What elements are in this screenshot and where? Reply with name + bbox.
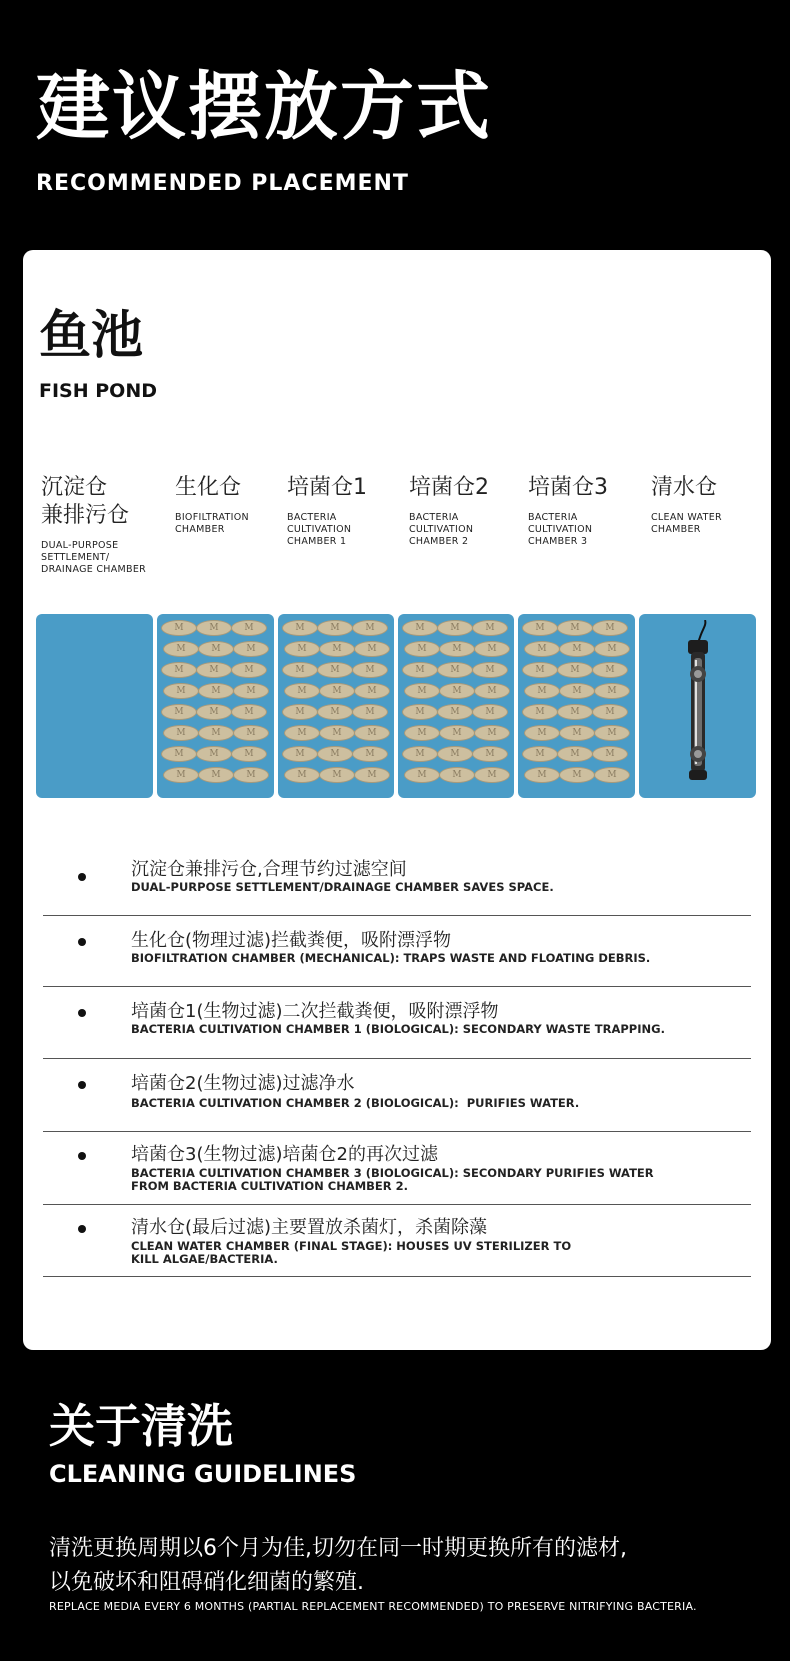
chamber-name-zh: 清水仓 <box>651 475 718 500</box>
media-stone-icon: M <box>354 683 390 699</box>
feature-zh: 培菌仓2(生物过滤)过滤净水 <box>131 1073 355 1094</box>
media-stone-icon: M <box>474 767 510 783</box>
media-stone-icon: M <box>439 683 475 699</box>
feature-zh: 清水仓(最后过滤)主要置放杀菌灯，杀菌除藻 <box>131 1217 488 1238</box>
media-stone-icon: M <box>524 641 560 657</box>
bullet-icon <box>78 1152 86 1160</box>
media-stone-icon: M <box>472 746 508 762</box>
media-stone-icon: M <box>474 683 510 699</box>
chamber-name-en: BACTERIA CULTIVATION CHAMBER 1 <box>287 512 352 547</box>
feature-en: BIOFILTRATION CHAMBER (MECHANICAL): TRAPS WASTE AND FLOATING DEBRIS. <box>131 951 651 965</box>
bullet-icon <box>78 1009 86 1017</box>
media-stone-icon: M <box>282 620 318 636</box>
feature-zh: 生化仓(物理过滤)拦截粪便，吸附漂浮物 <box>131 930 452 951</box>
media-stone-icon: M <box>233 641 269 657</box>
media-stone-icon: M <box>354 725 390 741</box>
cleaning-body: 清洗更换周期以6个月为佳,切勿在同一时期更换所有的滤材, 以免破坏和阻碍硝化细菌的繁殖. <box>49 1536 627 1595</box>
list-item <box>43 1059 751 1132</box>
feature-zh: 培菌仓1(生物过滤)二次拦截粪便，吸附漂浮物 <box>131 1001 499 1022</box>
cleaning-subtitle: CLEANING GUIDELINES <box>49 1460 357 1488</box>
filter-media <box>282 620 390 792</box>
media-stone-icon: M <box>196 704 232 720</box>
media-stone-icon: M <box>282 662 318 678</box>
media-stone-icon: M <box>474 641 510 657</box>
media-stone-icon: M <box>437 620 473 636</box>
page-subtitle: RECOMMENDED PLACEMENT <box>36 171 409 196</box>
media-stone-icon: M <box>404 641 440 657</box>
media-stone-icon: M <box>352 746 388 762</box>
media-stone-icon: M <box>231 662 267 678</box>
media-stone-icon: M <box>161 704 197 720</box>
list-item <box>43 987 751 1059</box>
feature-list <box>43 845 751 1277</box>
chamber-name-en: DUAL-PURPOSE SETTLEMENT/ DRAINAGE CHAMBER <box>41 540 147 575</box>
media-stone-icon: M <box>198 767 234 783</box>
media-stone-icon: M <box>592 704 628 720</box>
chamber-name-en: BACTERIA CULTIVATION CHAMBER 2 <box>409 512 474 547</box>
list-item <box>43 1132 751 1205</box>
media-stone-icon: M <box>524 767 560 783</box>
media-stone-icon: M <box>233 767 269 783</box>
chamber-name-en: BACTERIA CULTIVATION CHAMBER 3 <box>528 512 593 547</box>
media-stone-icon: M <box>522 662 558 678</box>
media-stone-icon: M <box>592 662 628 678</box>
media-stone-icon: M <box>472 662 508 678</box>
media-stone-icon: M <box>233 725 269 741</box>
media-stone-icon: M <box>557 620 593 636</box>
media-stone-icon: M <box>284 641 320 657</box>
media-stone-icon: M <box>557 746 593 762</box>
chamber-label-settlement <box>41 474 146 576</box>
cleaning-title: 关于清洗 <box>49 1399 233 1453</box>
media-stone-icon: M <box>594 725 630 741</box>
chamber-label-clean-water <box>651 474 722 536</box>
media-stone-icon: M <box>317 704 353 720</box>
media-stone-icon: M <box>439 767 475 783</box>
media-stone-icon: M <box>198 641 234 657</box>
media-stone-icon: M <box>284 683 320 699</box>
media-stone-icon: M <box>594 683 630 699</box>
chamber-name-en: BIOFILTRATION CHAMBER <box>175 512 249 535</box>
feature-en: DUAL-PURPOSE SETTLEMENT/DRAINAGE CHAMBER SAVES SPACE. <box>131 880 554 894</box>
media-stone-icon: M <box>404 767 440 783</box>
bullet-icon <box>78 1081 86 1089</box>
media-stone-icon: M <box>354 641 390 657</box>
media-stone-icon: M <box>319 641 355 657</box>
chamber-bacteria-1 <box>278 614 394 798</box>
media-stone-icon: M <box>231 704 267 720</box>
media-stone-icon: M <box>524 683 560 699</box>
media-stone-icon: M <box>198 683 234 699</box>
media-stone-icon: M <box>439 725 475 741</box>
feature-zh: 培菌仓3(生物过滤)培菌仓2的再次过滤 <box>131 1144 438 1165</box>
media-stone-icon: M <box>284 725 320 741</box>
media-stone-icon: M <box>402 746 438 762</box>
media-stone-icon: M <box>161 620 197 636</box>
media-stone-icon: M <box>352 620 388 636</box>
media-stone-icon: M <box>352 662 388 678</box>
uv-lamp-icon <box>679 620 717 792</box>
media-stone-icon: M <box>404 725 440 741</box>
feature-en: CLEAN WATER CHAMBER (FINAL STAGE): HOUSES UV STERILIZER TO KILL ALGAE/BACTERIA. <box>131 1239 572 1266</box>
media-stone-icon: M <box>317 620 353 636</box>
chamber-bacteria-3 <box>518 614 635 798</box>
media-stone-icon: M <box>592 620 628 636</box>
media-stone-icon: M <box>284 767 320 783</box>
media-stone-icon: M <box>231 620 267 636</box>
media-stone-icon: M <box>231 746 267 762</box>
media-stone-icon: M <box>474 725 510 741</box>
media-stone-icon: M <box>317 662 353 678</box>
media-stone-icon: M <box>163 725 199 741</box>
bullet-icon <box>78 1225 86 1233</box>
chamber-name-zh: 沉淀仓 兼排污仓 <box>41 475 130 528</box>
media-stone-icon: M <box>559 641 595 657</box>
media-stone-icon: M <box>594 641 630 657</box>
media-stone-icon: M <box>557 704 593 720</box>
media-stone-icon: M <box>559 767 595 783</box>
list-item <box>43 916 751 987</box>
media-stone-icon: M <box>319 725 355 741</box>
media-stone-icon: M <box>317 746 353 762</box>
feature-zh: 沉淀仓兼排污仓,合理节约过滤空间 <box>131 859 407 880</box>
pond-subtitle: FISH POND <box>39 380 157 402</box>
chamber-label-bacteria-3 <box>528 474 608 548</box>
media-stone-icon: M <box>524 725 560 741</box>
chamber-bacteria-2 <box>398 614 514 798</box>
media-stone-icon: M <box>522 704 558 720</box>
media-stone-icon: M <box>282 704 318 720</box>
media-stone-icon: M <box>198 725 234 741</box>
media-stone-icon: M <box>163 683 199 699</box>
media-stone-icon: M <box>319 767 355 783</box>
media-stone-icon: M <box>354 767 390 783</box>
media-stone-icon: M <box>402 620 438 636</box>
media-stone-icon: M <box>559 683 595 699</box>
media-stone-icon: M <box>352 704 388 720</box>
media-stone-icon: M <box>402 704 438 720</box>
chamber-label-bacteria-1 <box>287 474 367 548</box>
chamber-name-zh: 培菌仓3 <box>528 475 608 500</box>
media-stone-icon: M <box>437 704 473 720</box>
media-stone-icon: M <box>161 662 197 678</box>
media-stone-icon: M <box>196 746 232 762</box>
media-stone-icon: M <box>594 767 630 783</box>
feature-en: BACTERIA CULTIVATION CHAMBER 3 (BIOLOGICAL): SECONDARY PURIFIES WATER FROM BACTERIA CULTIVATION CHAMBER 2. <box>131 1166 654 1193</box>
media-stone-icon: M <box>437 746 473 762</box>
feature-en: BACTERIA CULTIVATION CHAMBER 1 (BIOLOGICAL): SECONDARY WASTE TRAPPING. <box>131 1022 665 1036</box>
filter-media <box>522 620 631 792</box>
bullet-icon <box>78 873 86 881</box>
placement-card <box>23 250 771 1350</box>
media-stone-icon: M <box>522 620 558 636</box>
page-title: 建议摆放方式 <box>36 64 492 150</box>
media-stone-icon: M <box>402 662 438 678</box>
media-stone-icon: M <box>233 683 269 699</box>
chamber-label-biofiltration <box>175 474 249 536</box>
chamber-name-zh: 培菌仓1 <box>287 475 367 500</box>
media-stone-icon: M <box>559 725 595 741</box>
media-stone-icon: M <box>472 620 508 636</box>
chamber-settlement <box>36 614 153 798</box>
filter-media <box>161 620 270 792</box>
list-item <box>43 1205 751 1277</box>
media-stone-icon: M <box>163 767 199 783</box>
chamber-name-zh: 培菌仓2 <box>409 475 489 500</box>
cleaning-note: REPLACE MEDIA EVERY 6 MONTHS (PARTIAL REPLACEMENT RECOMMENDED) TO PRESERVE NITRIFYING BACTERIA. <box>49 1600 697 1613</box>
pond-title: 鱼池 <box>39 306 144 366</box>
bullet-icon <box>78 938 86 946</box>
media-stone-icon: M <box>522 746 558 762</box>
chamber-labels <box>23 474 771 574</box>
media-stone-icon: M <box>404 683 440 699</box>
chamber-label-bacteria-2 <box>409 474 489 548</box>
feature-en: BACTERIA CULTIVATION CHAMBER 2 (BIOLOGICAL): PURIFIES WATER. <box>131 1096 580 1110</box>
media-stone-icon: M <box>282 746 318 762</box>
media-stone-icon: M <box>319 683 355 699</box>
chamber-clean-water <box>639 614 756 798</box>
media-stone-icon: M <box>196 620 232 636</box>
media-stone-icon: M <box>161 746 197 762</box>
media-stone-icon: M <box>163 641 199 657</box>
media-stone-icon: M <box>437 662 473 678</box>
chamber-name-en: CLEAN WATER CHAMBER <box>651 512 722 535</box>
media-stone-icon: M <box>196 662 232 678</box>
media-stone-icon: M <box>592 746 628 762</box>
media-stone-icon: M <box>472 704 508 720</box>
filter-media <box>402 620 510 792</box>
chamber-name-zh: 生化仓 <box>175 475 242 500</box>
media-stone-icon: M <box>439 641 475 657</box>
chamber-biofiltration <box>157 614 274 798</box>
list-item <box>43 845 751 916</box>
media-stone-icon: M <box>557 662 593 678</box>
